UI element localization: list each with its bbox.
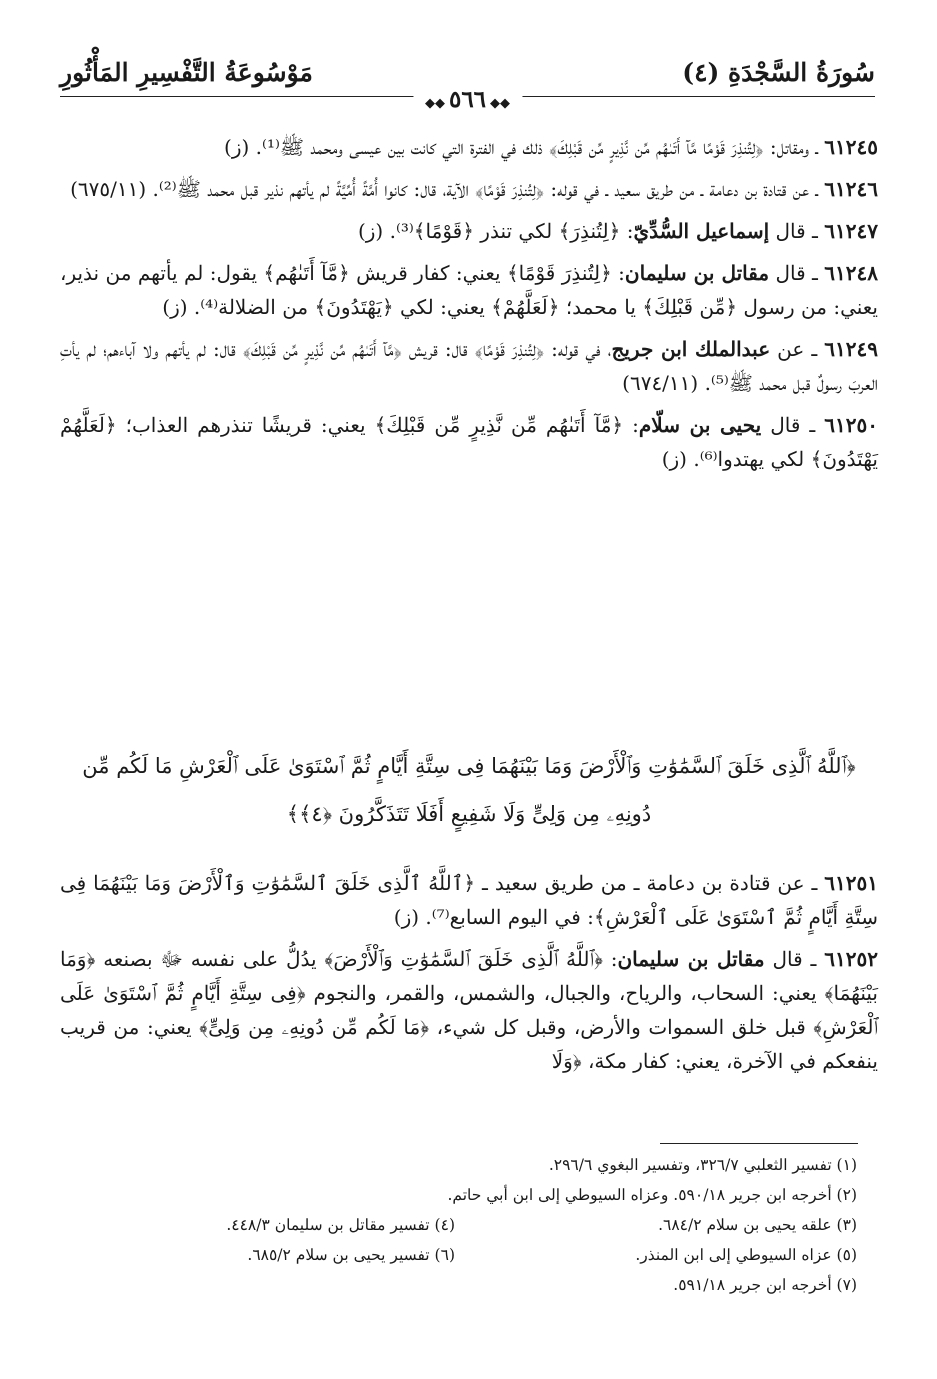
entry-number: ٦١٢٤٥ [824,135,878,159]
narrator-name: مقاتل بن سليمان [624,261,770,285]
entry-text: : في اليوم السابع⁽⁷⁾. (ز) [393,905,594,929]
entry-text: يعني: قريشًا تنذرهم العذاب؛ ﴿لَعَلَّهُمْ يَهْتَدُونَ﴾ لكي يهتدوا⁽⁶⁾. (ز) [60,413,878,471]
entry [60,332,878,400]
entry-number: ٦١٢٥٠ [824,413,878,437]
narrator-name: مقاتل بن سليمان [617,947,765,971]
quran-quote: ﴿ٱللَّهُ ٱلَّذِى خَلَقَ ٱلسَّمَٰوَٰتِ وَٱلْأَرْضَ﴾ [324,947,603,971]
entries-top [60,130,878,484]
page-number [413,86,522,113]
narrator-name: عبدالملك ابن جريج [611,337,771,361]
ornament-icon: ◆◆ [490,96,511,111]
entry [60,256,878,324]
entry-number: ٦١٢٤٦ [824,177,878,201]
entry [60,130,878,164]
entry [60,866,878,934]
entry [60,214,878,248]
entry-text: يعني: كفار قريش ﴿مَّآ أَتَىٰهُم﴾ يقول: لم يأتهم من نذير، يعني: من رسول ﴿مِّن قَبْلِكَ﴾ يا محمد؛ ﴿لَعَلَّهُمْ﴾ يعني: لكي ﴿يَهْتَدُونَ﴾ من الضلالة⁽⁴⁾. (ز) [60,261,878,319]
entry-lead: ـ عن قتادة بن دعامة ـ من طريق سعيد ـ [475,871,825,895]
ornament-icon: ◆◆ [424,96,445,111]
quran-quote: ﴿لِتُنذِرَ قَوْمًا﴾ [475,177,545,201]
narrator-name: يحيى بن سلّام [638,413,762,437]
entry-number: ٦١٢٤٩ [824,337,878,361]
entry [60,408,878,476]
footnote: (٧) أخرجه ابن جرير ٥٩١/١٨. [673,1276,857,1294]
entry-number: ٦١٢٥١ [824,871,878,895]
entry-lead: ـ عن قتادة بن دعامة ـ من طريق سعيد ـ في قوله: [544,177,825,201]
footnote: (٥) عزاه السيوطي إلى ابن المنذر. [635,1246,857,1264]
footnote: (١) تفسير الثعلبي ٣٢٦/٧، وتفسير البغوي ٢٩٦/٦. [548,1156,857,1174]
entry-lead: ـ قال [769,219,825,243]
entry-lead: ، في قوله: [544,337,612,361]
entry-lead: ـ عن [770,337,825,361]
entry-number: ٦١٢٤٧ [824,219,878,243]
entry-lead: : [602,947,618,971]
book-title: مَوْسُوعَةُ التَّفْسِيرِ المَأْثُورِ [60,58,313,87]
entry-lead: ـ ومقاتل: [763,135,825,159]
entries-bottom [60,866,878,1086]
entry-lead: : [620,219,634,243]
footnote: (٣) علقه يحيى بن سلام ٦٨٤/٢. [658,1216,857,1234]
quran-quote: ﴿لِتُنذِرَ قَوْمًا﴾ [506,261,612,285]
narrator-name: إسماعيل السُّدِّيّ [633,219,770,243]
page-number-text: ٥٦٦ [448,86,487,113]
entry-text: ذلك في الفترة التي كانت بين عيسى ومحمد ﷺ⁽¹⁾. (ز) [224,135,550,159]
entry [60,172,878,206]
entry-lead: ـ قال [764,947,825,971]
entry-text: يدُلُّ على نفسه ﷻ بصنعه ﴿وَمَا بَيْنَهُمَا﴾ يعني: السحاب، والرياح، والجبال، والشمس، والقمر، والنجوم ﴿فِى سِتَّةِ أَيَّامٍ ثُمَّ ٱسْتَوَىٰ عَلَى ٱلْعَرْشِ﴾ قبل خلق السموات والأرض، وقبل كل شيء، ﴿مَا لَكُم مِّن دُونِهِۦ مِن وَلِىٍّ﴾ يعني: من قريب ينفعكم في الآخرة، يعني: كفار مكة، ﴿وَلَا [60,947,878,1073]
entry-number: ٦١٢٤٨ [824,261,878,285]
quran-quote: ﴿مَّآ أَتَىٰهُم مِّن نَّذِيرٍ مِّن قَبْلِكَ﴾ [374,413,624,437]
surah-title: سُورَةُ السَّجْدَةِ (٤) [682,58,875,87]
entry-text: الآية، قال: كانوا أُمَّةً أُمِّيَّةً لم يأتهم نذير قبل محمد ﷺ⁽²⁾. (٦٧٥/١١) [70,177,476,201]
footnote: (٦) تفسير يحيى بن سلام ٦٨٥/٢. [247,1246,455,1264]
quran-quote: ﴿لِتُنذِرَ قَوْمًا﴾ [474,337,545,361]
entry-number: ٦١٢٥٢ [824,947,878,971]
footnote-rule [660,1143,858,1144]
quran-quote: ﴿لِتُنذِرَ قَوْمًا مَّآ أَتَىٰهُم مِّن نَّذِيرٍ مِّن قَبْلِكَ﴾ [549,135,764,159]
footnote: (٢) أخرجه ابن جرير ٥٩٠/١٨. وعزاه السيوطي إلى ابن أبي حاتم. [447,1186,857,1204]
footnote: (٤) تفسير مقاتل بن سليمان ٤٤٨/٣. [226,1216,455,1234]
quran-quote: ﴿لِتُنذِرَ﴾ [558,219,621,243]
quran-quote: ﴿ٱللَّهُ ٱلَّذِى خَلَقَ ٱلسَّمَٰوَٰتِ وَٱلْأَرْضَ وَمَا بَيْنَهُمَا فِى سِتَّةِ أَيَّامٍ ثُمَّ ٱسْتَوَىٰ عَلَى ٱلْعَرْشِ﴾ [60,871,878,929]
entry-lead: : [611,261,625,285]
entry [60,942,878,1078]
entry-lead: : [623,413,639,437]
ayah-verse: ﴿ٱللَّهُ ٱلَّذِى خَلَقَ ٱلسَّمَٰوَٰتِ وَٱلْأَرْضَ وَمَا بَيْنَهُمَا فِى سِتَّةِ أَيَّامٍ ثُمَّ ٱسْتَوَىٰ عَلَى ٱلْعَرْشِ مَا لَكُم مِّن دُونِهِۦ مِن وَلِىٍّ وَلَا شَفِيعٍ أَفَلَا تَتَذَكَّرُونَ ﴿٤﴾﴾ [82,754,856,826]
running-header [60,52,875,113]
entry-text: قال: قريش ﴿مَّآ أَتَىٰهُم مِّن نَّذِيرٍ مِّن قَبْلِكَ﴾ قال: لم يأتهم ولا آباءهم؛ لم يأتِ العربَ رسولٌ قبل محمد ﷺ⁽⁵⁾. (٦٧٤/١١) [60,337,878,395]
entry-text: لكي تنذر ﴿قَوْمًا﴾⁽³⁾. (ز) [357,219,559,243]
entry-lead: ـ قال [769,261,825,285]
entry-lead: ـ قال [761,413,825,437]
